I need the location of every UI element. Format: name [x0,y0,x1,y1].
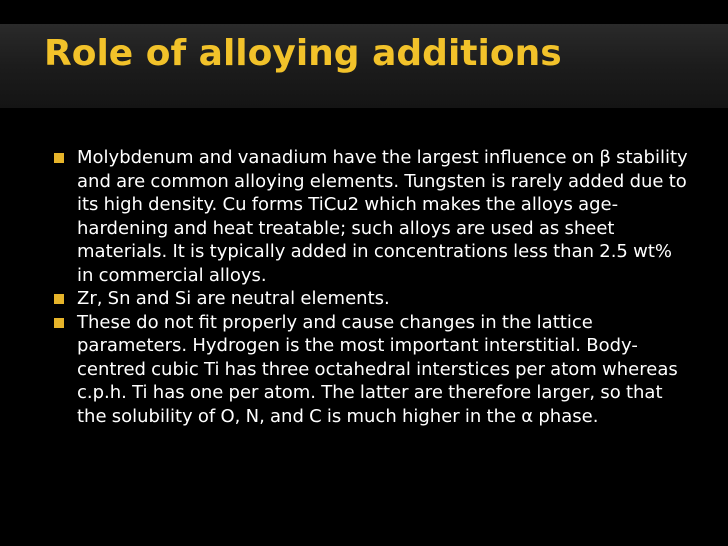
bullet-item [52,311,692,429]
slide-content [52,146,692,428]
square-bullet-icon [54,318,64,328]
square-bullet-icon [54,294,64,304]
bullet-text: Molybdenum and vanadium have the largest influence on β stability and are common alloying elements. Tungsten is rarely added due to its high density. Cu forms TiCu2 which makes the alloys age-hardening and heat treatable; such alloys are used as sheet materials. It is typically added in concentrations less than 2.5 wt% in commercial alloys. [77,147,688,286]
bullet-item [52,146,692,287]
bullet-item [52,287,692,311]
square-bullet-icon [54,153,64,163]
slide-title: Role of alloying additions [44,33,562,74]
bullet-text: Zr, Sn and Si are neutral elements. [77,288,390,309]
bullet-text: These do not fit properly and cause changes in the lattice parameters. Hydrogen is the most important interstitial. Body-centred cubic Ti has three octahedral interstices per atom whereas c.p.h. Ti has one per atom. The latter are therefore larger, so that the solubility of O, N, and C is much higher in the α phase. [77,311,678,427]
bullet-list [52,146,692,428]
